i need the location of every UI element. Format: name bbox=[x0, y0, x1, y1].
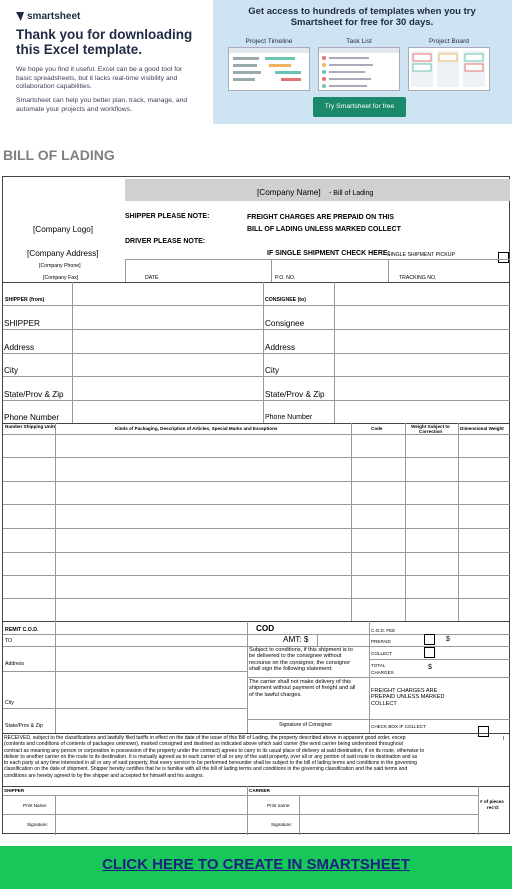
col-weight-header-2: Correction bbox=[419, 429, 443, 434]
received-terms-text bbox=[4, 735, 504, 779]
consignee-to-label: CONSIGNEE (to) bbox=[265, 297, 306, 303]
subject-line: be delivered to the consignee without bbox=[249, 653, 342, 660]
headline-line-2: this Excel template. bbox=[16, 42, 143, 57]
tasklist-preview-icon bbox=[319, 48, 399, 90]
cod-label: COD bbox=[256, 624, 275, 633]
carrier-print-name-label: Print name: bbox=[267, 803, 291, 808]
board-preview-icon bbox=[409, 48, 489, 90]
subject-line: recourse on the consignor, the consignor bbox=[249, 659, 351, 666]
subject-line: shall sign the following statement: bbox=[249, 666, 333, 673]
consignee-state-label: State/Prov & Zip bbox=[265, 390, 325, 399]
carrier-text-line: of the lawful charges. bbox=[249, 691, 302, 698]
thank-you-headline bbox=[16, 27, 216, 57]
freight-prepaid-line: COLLECT bbox=[371, 700, 397, 707]
collect-label: COLLECT bbox=[371, 651, 393, 656]
para2-line: Smartsheet can help you better plan, track, manage, and bbox=[16, 97, 188, 104]
shipper-phone-label: Phone Number bbox=[4, 413, 60, 422]
shipper-city-label: City bbox=[4, 366, 19, 375]
subject-line: Subject to conditions, if this shipment is to bbox=[249, 647, 353, 653]
consignee-phone-label: Phone Number bbox=[265, 414, 313, 421]
date-label: DATE bbox=[145, 275, 159, 281]
carrier-delivery-text bbox=[249, 679, 369, 698]
project-board-thumbnail[interactable] bbox=[408, 47, 490, 91]
freight-prepaid-line: PREPAID UNLESS MARKED bbox=[371, 694, 445, 701]
trial-headline-line-1: Get access to hundreds of templates when you try bbox=[248, 6, 476, 17]
bill-of-lading-form bbox=[2, 176, 510, 834]
received-line: deliver to another carrier on the route to its destination. It is mutually agreed as to each carrier of all or any of the said property, over all or any portion of said route to destination and as bbox=[4, 753, 418, 760]
carrier-signature-label: Signature: bbox=[271, 822, 292, 827]
headline-line-1: Thank you for downloading bbox=[16, 27, 193, 42]
total-dollar: $ bbox=[428, 664, 432, 671]
company-name[interactable]: [Company Name] bbox=[257, 188, 321, 197]
project-timeline-thumbnail[interactable] bbox=[228, 47, 310, 91]
company-logo-placeholder[interactable]: [Company Logo] bbox=[33, 225, 94, 234]
cod-amount-label: AMT: $ bbox=[283, 635, 309, 644]
single-shipment-label: IF SINGLE SHIPMENT CHECK HERE: bbox=[267, 250, 390, 257]
para2-line: automate your projects and workflows. bbox=[16, 105, 132, 113]
para1-line: collaboration capabilities. bbox=[16, 83, 92, 91]
charges-label: CHARGES bbox=[371, 670, 394, 675]
banner-paragraph-1 bbox=[16, 66, 212, 92]
received-line: contract as meaning any person or corporation in possession of the property under the contract) agrees to carry to its usual place of delivery at said destination, if on its route, otherwise to bbox=[4, 747, 425, 754]
col-units-header: Number Shipping Units bbox=[5, 424, 57, 429]
shipper-signature-section: SHIPPER bbox=[4, 788, 25, 793]
remit-state-label: State/Prov & Zip bbox=[5, 723, 43, 729]
col-kinds-header: Kinds of Packaging, Description of Articles, Special Marks and Exceptions bbox=[115, 426, 278, 431]
driver-note-label: DRIVER PLEASE NOTE: bbox=[125, 238, 206, 245]
company-phone[interactable]: [Company Phone] bbox=[39, 263, 81, 269]
col-code-header: Code bbox=[371, 426, 383, 431]
received-line: classification on the date of shipment. Shipper hereby certifies that he is familiar with all the bill of lading terms and conditions in the governing classification and the said terms and bbox=[4, 766, 408, 773]
task-list-thumbnail[interactable] bbox=[318, 47, 400, 91]
trial-headline-line-2: Smartsheet for free for 30 days. bbox=[290, 17, 434, 28]
single-shipment-pickup: SINGLE SHIPMENT PICKUP bbox=[387, 252, 455, 258]
trial-headline bbox=[226, 6, 498, 28]
collect-checkbox[interactable] bbox=[424, 647, 435, 658]
received-side-mark: I bbox=[503, 736, 505, 742]
shipper-name-label: SHIPPER bbox=[4, 319, 40, 328]
prepaid-dollar: $ bbox=[446, 636, 450, 643]
cod-fee-label: C.O.D. FEE bbox=[371, 628, 396, 633]
remit-address-label: Address bbox=[5, 661, 25, 667]
smartsheet-logo[interactable] bbox=[16, 11, 80, 22]
col-dim-header: Dimensional Weight bbox=[460, 426, 504, 431]
banner-paragraph-2 bbox=[16, 97, 212, 114]
tracking-label: TRACKING NO. bbox=[399, 275, 437, 281]
try-smartsheet-button[interactable]: Try Smartsheet for free bbox=[313, 97, 406, 117]
subject-to-conditions-text bbox=[249, 647, 369, 673]
timeline-preview-icon bbox=[229, 48, 309, 90]
para1-line: basic spreadsheets, but it lacks real-time visibility and bbox=[16, 74, 178, 82]
bol-suffix: - Bill of Lading bbox=[329, 190, 374, 197]
thumb-label-timeline: Project Timeline bbox=[245, 38, 293, 45]
document-title: BILL OF LADING bbox=[3, 147, 115, 163]
freight-prepaid-line: FREIGHT CHARGES ARE bbox=[371, 688, 438, 694]
po-label: P.O. NO. bbox=[275, 275, 296, 281]
carrier-text-line: shipment without payment of freight and all bbox=[249, 685, 356, 692]
total-label: TOTAL bbox=[371, 663, 386, 668]
shipper-print-name-label: Print Name: bbox=[23, 803, 48, 808]
freight-prepaid-text bbox=[371, 688, 471, 707]
pieces-received-label: # of pieces bbox=[480, 799, 504, 804]
prepaid-label: PREPAID bbox=[371, 639, 391, 644]
consignee-name-label: Consignee bbox=[265, 319, 305, 328]
check-box-collect-label: CHECK BOX IF COLLECT bbox=[371, 724, 426, 729]
received-line: conditions are hereby agreed to by the shipper and accepted for himself and his assigns. bbox=[4, 772, 204, 779]
received-line: to each party at any time interested in all or any of said property, that every service to be performed hereunder shall be subject to the bill of lading terms and conditions in the governing bbox=[4, 760, 418, 767]
pieces-received-label-2: rec'd: bbox=[487, 805, 500, 810]
freight-line-2: BILL OF LADING UNLESS MARKED COLLECT bbox=[247, 226, 401, 233]
shipper-signature-label: Signature: bbox=[27, 822, 48, 827]
signature-consignor-label: Signature of Consignor bbox=[279, 722, 333, 728]
shipper-state-label: State/Prov & Zip bbox=[4, 390, 64, 399]
smartsheet-logo-icon bbox=[16, 12, 24, 21]
thumb-label-tasklist: Task List bbox=[346, 38, 372, 45]
consignee-city-label: City bbox=[265, 366, 280, 375]
received-line: (contents and conditions of contents of packages unknown), marked consigned and destined as indicated above which said carrier (the word carrier being understood throughout bbox=[4, 741, 403, 748]
carrier-text-line: The carrier shall not make delivery of this bbox=[249, 679, 351, 685]
remit-to-label: TO bbox=[5, 638, 13, 644]
create-in-smartsheet-link[interactable]: CLICK HERE TO CREATE IN SMARTSHEET bbox=[102, 856, 410, 873]
brand-name: smartsheet bbox=[27, 11, 81, 22]
freight-line-1: FREIGHT CHARGES ARE PREPAID ON THIS bbox=[247, 214, 395, 221]
remit-city-label: City bbox=[5, 700, 14, 706]
carrier-signature-section: CARRIER bbox=[249, 788, 270, 793]
para1-line: We hope you find it useful. Excel can be a good tool for bbox=[16, 66, 183, 73]
thumb-label-board: Project Board bbox=[429, 38, 469, 45]
shipper-address-label: Address bbox=[4, 343, 35, 352]
shipper-note-label: SHIPPER PLEASE NOTE: bbox=[125, 213, 210, 220]
col-weight-header: Weight Subject to bbox=[411, 424, 450, 429]
single-shipment-checkbox[interactable] bbox=[498, 252, 509, 263]
shipper-from-label: SHIPPER (from) bbox=[5, 297, 45, 303]
received-line: RECEIVED, subject to the classifications and lawfully filed tariffs in effect on the date of the issue of this Bill of Lading, the property described above in apparent good order, excep bbox=[4, 735, 406, 741]
prepaid-checkbox[interactable] bbox=[424, 634, 435, 645]
company-address[interactable]: [Company Address] bbox=[27, 249, 99, 258]
remit-cod-label: REMIT C.O.D. bbox=[5, 627, 39, 633]
consignee-address-label: Address bbox=[265, 343, 296, 352]
company-fax[interactable]: [Company Fax] bbox=[43, 275, 79, 281]
